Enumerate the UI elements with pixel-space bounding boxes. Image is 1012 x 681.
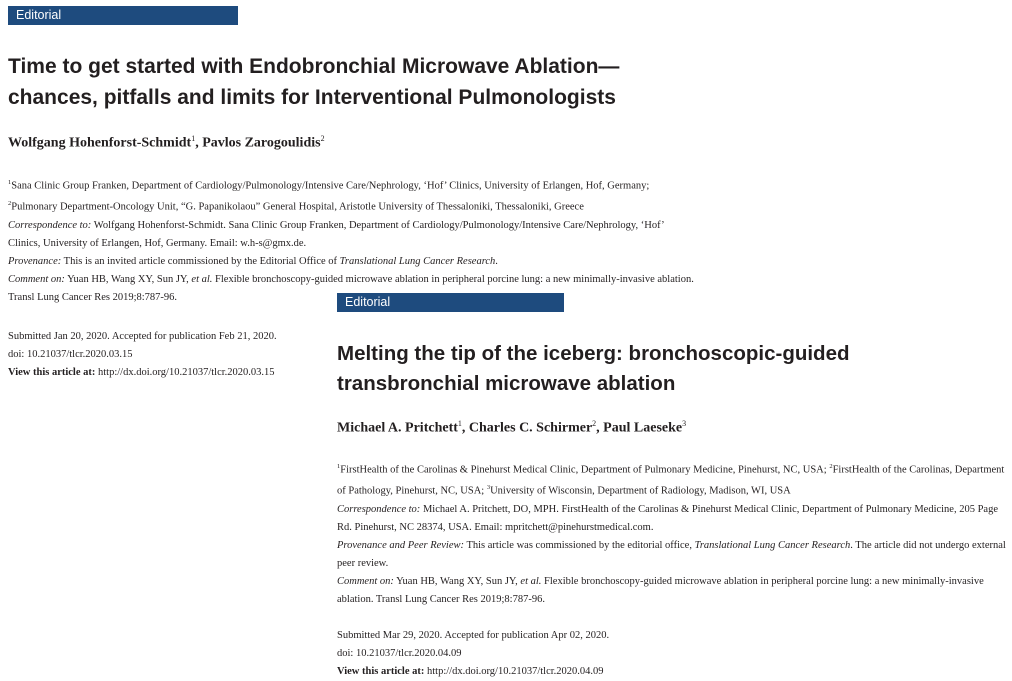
doi: doi: 10.21037/tlcr.2020.04.09 [337, 647, 462, 659]
affiliation-text: FirstHealth of the Carolinas, Department of Pathology, Pinehurst, NC, USA; [337, 464, 1005, 497]
author-list: Michael A. Pritchett$^1$, Charles C. Schirmer$^2$, Paul Laeseke$^3$ [337, 419, 687, 436]
author-name: Wolfgang Hohenforst-Schmidt [8, 135, 192, 151]
article-notes [8, 174, 698, 307]
correspondence-text: Michael A. Pritchett, DO, MPH. FirstHealth of the Carolinas & Pinehurst Medical Clinic, Department of Pulmonary Medicine, 205 Page Rd. Pinehurst, NC 28374, USA. Email: mpritchett@pinehurstmedical.com. [337, 503, 999, 533]
submission-info [8, 328, 318, 382]
journal-name: Translational Lung Cancer Research [694, 539, 851, 551]
comment-label: Comment on: [337, 575, 394, 587]
affiliation-text: Sana Clinic Group Franken, Department of Cardiology/Pulmonology/Intensive Care/Nephrology, ‘Hof’ Clinics, University of Erlangen, Hof, Germany; [11, 180, 650, 192]
journal-name: Translational Lung Cancer Research [339, 255, 496, 267]
article-type-badge: Editorial [8, 6, 238, 25]
submission-dates: Submitted Jan 20, 2020. Accepted for publication Feb 21, 2020. [8, 330, 277, 342]
title-line: Melting the tip of the iceberg: bronchoscopic-guided [337, 342, 850, 365]
view-article [337, 663, 1009, 681]
affiliation-number: 1 [8, 178, 12, 186]
affiliations [8, 174, 698, 217]
comment-text: Flexible bronchoscopy-guided microwave ablation in peripheral porcine lung: a new minimally-invasive ablation. Transl Lung Cancer Res 2019;8:787-96. [337, 575, 984, 605]
article-title [8, 51, 698, 113]
affiliation-text: Pulmonary Department-Oncology Unit, “G. Papanikolaou” General Hospital, Aristotle University of Thessaloniki, Thessaloniki, Greece [11, 201, 584, 213]
comment-on [337, 573, 1009, 609]
affiliation-text: University of Wisconsin, Department of Radiology, Madison, WI, USA [490, 485, 791, 497]
comment-etal: et al. [520, 575, 542, 587]
author-name: Charles C. Schirmer [468, 420, 593, 436]
affiliation-number: 3 [486, 484, 491, 492]
provenance [8, 253, 698, 271]
correspondence-text: Wolfgang Hohenforst-Schmidt. Sana Clinic Group Franken, Department of Cardiology/Pulmonology/Intensive Care/Nephrology, ‘Hof’ Clinics, University of Erlangen, Hof, Germany. Email: w.h-s@gmx.de. [8, 219, 664, 249]
correspondence [8, 217, 698, 253]
author-name: Paul Laeseke [603, 420, 683, 436]
provenance-text: This article was commissioned by the editorial office, [464, 539, 695, 551]
affiliation-number: 1 [337, 462, 341, 470]
affiliation-number: 2 [829, 462, 833, 470]
submission-dates: Submitted Mar 29, 2020. Accepted for publication Apr 02, 2020. [337, 629, 610, 641]
affiliation-number: 2 [8, 200, 12, 208]
correspondence [337, 501, 1009, 537]
affiliations [337, 458, 1009, 501]
author-affiliation-number: 1 [191, 134, 196, 143]
article-url-link[interactable]: http://dx.doi.org/10.21037/tlcr.2020.04.09 [424, 665, 604, 677]
author-affiliation-number: 1 [457, 419, 462, 428]
title-line: transbronchial microwave ablation [337, 372, 676, 395]
comment-etal: et al. [191, 273, 213, 285]
provenance-label: Provenance: [8, 255, 62, 267]
doi: doi: 10.21037/tlcr.2020.03.15 [8, 348, 133, 360]
comment-text: Yuan HB, Wang XY, Sun JY, [393, 575, 521, 587]
correspondence-label: Correspondence to: [8, 219, 92, 231]
affiliation-text: FirstHealth of the Carolinas & Pinehurst Medical Clinic, Department of Pulmonary Medicine, Pinehurst, NC, USA; [340, 464, 830, 476]
view-article [8, 364, 318, 382]
comment-text: Yuan HB, Wang XY, Sun JY, [64, 273, 192, 285]
article-url-link[interactable]: http://dx.doi.org/10.21037/tlcr.2020.03.15 [95, 366, 275, 378]
provenance-label: Provenance and Peer Review: [337, 539, 465, 551]
comment-text: Flexible bronchoscopy-guided microwave ablation in peripheral porcine lung: a new minimally-invasive ablation. Transl Lung Cancer Res 2019;8:787-96. [8, 273, 694, 303]
author-list: Wolfgang Hohenforst-Schmidt$^1$, Pavlos Zarogoulidis$^2$ [8, 134, 325, 151]
submission-info [337, 627, 1009, 681]
correspondence-label: Correspondence to: [337, 503, 421, 515]
view-article-label: View this article at: [8, 366, 96, 378]
author-affiliation-number: 3 [682, 419, 687, 428]
article-2 [337, 293, 1009, 681]
view-article-label: View this article at: [337, 665, 425, 677]
author-name: Michael A. Pritchett [337, 420, 458, 436]
provenance-text: This is an invited article commissioned by the Editorial Office of [61, 255, 340, 267]
title-line: Time to get started with Endobronchial Microwave Ablation— [8, 55, 620, 78]
provenance [337, 537, 1009, 573]
author-name: Pavlos Zarogoulidis [202, 135, 321, 151]
article-notes [337, 458, 1009, 609]
provenance-end: . [495, 255, 498, 267]
title-line: chances, pitfalls and limits for Interventional Pulmonologists [8, 86, 616, 109]
comment-label: Comment on: [8, 273, 65, 285]
provenance-end: . The article did not undergo external peer review. [337, 539, 1006, 569]
author-affiliation-number: 2 [320, 134, 325, 143]
article-title [337, 339, 1009, 399]
author-affiliation-number: 2 [592, 419, 597, 428]
article-type-badge: Editorial [337, 293, 564, 312]
